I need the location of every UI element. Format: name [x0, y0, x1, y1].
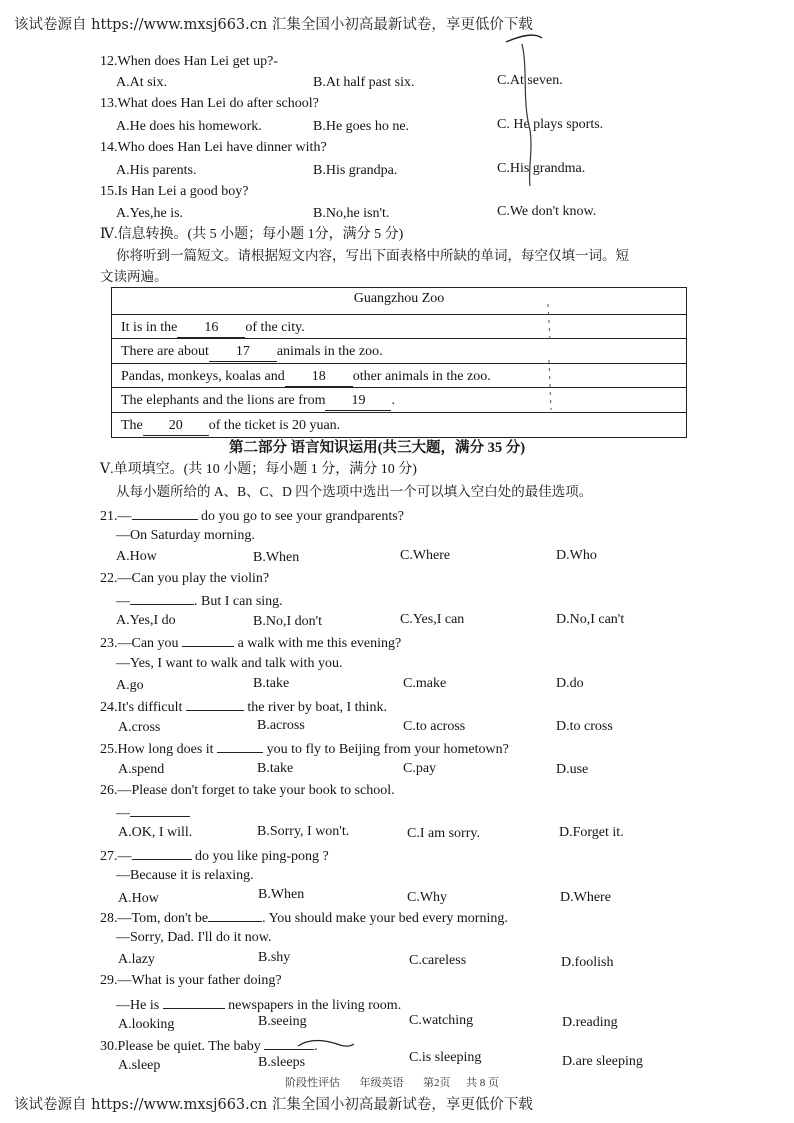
row-17-suffix: animals in the zoo.: [276, 344, 383, 359]
footer-assessment: 阶段性评估: [285, 1077, 340, 1089]
q22-blank: [130, 591, 194, 605]
q28-number: 28.—Tom, don't be: [100, 911, 209, 926]
q27-number: 27.—: [100, 849, 132, 864]
q23-option-b: B.take: [253, 676, 290, 691]
question-22: 22.—Can you play the violin?: [100, 571, 270, 586]
q27-option-c: C.Why: [407, 890, 448, 905]
q28-option-c: C.careless: [409, 953, 467, 968]
q29-option-a: A.looking: [118, 1017, 175, 1032]
q23-option-a: A.go: [116, 678, 144, 693]
q21-answer-line: —On Saturday morning.: [116, 528, 255, 543]
footer-subject: 年级英语: [359, 1077, 404, 1089]
section-4-instructions-2: 文读两遍。: [100, 269, 168, 284]
row-18-suffix: other animals in the zoo.: [352, 369, 491, 384]
q15-option-a: A.Yes,he is.: [116, 206, 184, 221]
question-21: [100, 506, 404, 526]
q24-number: 24.It's difficult: [100, 700, 183, 715]
q24-option-d: D.to cross: [556, 719, 613, 734]
q29-option-c: C.watching: [409, 1013, 474, 1028]
q14-option-a: A.His parents.: [116, 163, 197, 178]
q25-option-d: D.use: [556, 762, 589, 777]
q24-option-b: B.across: [257, 718, 305, 733]
bottom-watermark: 该试卷源自 https://www.mxsj663.cn 汇集全国小初高最新试卷，享更低价下载: [14, 1097, 533, 1113]
blank-19: 19: [325, 392, 391, 411]
q27-option-d: D.Where: [560, 890, 611, 905]
question-12: 12.When does Han Lei get up?-: [100, 54, 279, 69]
q13-option-c: C. He plays sports.: [497, 117, 604, 132]
question-28: [100, 908, 508, 928]
q30-option-b: B.sleeps: [258, 1055, 306, 1070]
question-30: [100, 1036, 318, 1056]
q27-option-b: B.When: [258, 887, 305, 902]
row-19-prefix: The elephants and the lions are from: [121, 393, 326, 408]
q21-text: do you go to see your grandparents?: [197, 509, 404, 524]
q30-number: 30.Please be quiet. The baby: [100, 1039, 261, 1054]
question-26: 26.—Please don't forget to take your book to school.: [100, 783, 395, 798]
q25-number: 25.How long does it: [100, 742, 214, 757]
q26-option-c: C.I am sorry.: [407, 826, 480, 841]
footer-page-total: 共 8 页: [466, 1077, 499, 1089]
q22-text: . But I can sing.: [194, 594, 283, 609]
q22-option-a: A.Yes,I do: [116, 613, 176, 628]
q29-blank: [163, 995, 225, 1009]
section-4-instructions: 你将听到一篇短文。请根据短文内容，写出下面表格中所缺的单词，每空仅填一词。短: [116, 248, 629, 263]
row-18-prefix: Pandas, monkeys, koalas and: [121, 369, 285, 384]
row-19-suffix: .: [391, 393, 395, 408]
q24-option-c: C.to across: [403, 719, 466, 734]
row-16-suffix: of the city.: [245, 320, 305, 335]
row-20-prefix: The: [121, 418, 143, 433]
top-watermark: 该试卷源自 https://www.mxsj663.cn 汇集全国小初高最新试卷，享更低价下载: [14, 17, 533, 33]
question-15: 15.Is Han Lei a good boy?: [100, 184, 249, 199]
q28-text: . You should make your bed every morning.: [262, 911, 508, 926]
q27-blank: [132, 846, 192, 860]
table-row: [112, 387, 686, 413]
q15-option-c: C.We don't know.: [497, 204, 597, 219]
q28-option-b: B.shy: [258, 950, 291, 965]
question-25: [100, 739, 509, 759]
q23-answer-line: —Yes, I want to walk and talk with you.: [116, 656, 343, 671]
q21-option-d: D.Who: [556, 548, 597, 563]
q21-option-a: A.How: [116, 549, 157, 564]
zoo-info-table: [111, 287, 687, 438]
q23-blank: [182, 633, 234, 647]
q27-answer-line: —Because it is relaxing.: [116, 868, 254, 883]
footer-page-number: 第2页: [423, 1077, 451, 1089]
q22-option-b: B.No,I don't: [253, 614, 323, 629]
q30-text: .: [314, 1039, 318, 1054]
table-row: [112, 412, 686, 438]
q26-response-line: —: [116, 803, 190, 823]
q12-option-a: A.At six.: [116, 75, 167, 90]
q24-blank: [186, 697, 244, 711]
q28-option-d: D.foolish: [561, 955, 614, 970]
q28-option-a: A.lazy: [118, 952, 155, 967]
page-footer: [285, 1074, 499, 1090]
q29-prefix: —He is: [116, 998, 160, 1013]
q23-option-d: D.do: [556, 676, 584, 691]
q14-option-c: C.His grandma.: [497, 161, 586, 176]
q24-text: the river by boat, I think.: [243, 700, 387, 715]
q25-option-a: A.spend: [118, 762, 165, 777]
question-29: 29.—What is your father doing?: [100, 973, 282, 988]
q29-response-line: [116, 995, 401, 1015]
question-23: [100, 633, 401, 653]
table-row: [112, 363, 686, 388]
table-row: [112, 314, 686, 339]
q30-option-a: A.sleep: [118, 1058, 161, 1073]
q29-option-b: B.seeing: [258, 1014, 307, 1029]
section-4-title: Ⅳ.信息转换。(共 5 小题；每小题 1分，满分 5 分): [100, 227, 404, 242]
q23-text: a walk with me this evening?: [234, 636, 402, 651]
q25-text: you to fly to Beijing from your hometown?: [263, 742, 509, 757]
q15-option-b: B.No,he isn't.: [313, 206, 390, 221]
q26-option-b: B.Sorry, I won't.: [257, 824, 350, 839]
blank-18: 18: [285, 368, 353, 387]
q29-text: newspapers in the living room.: [224, 998, 402, 1013]
row-20-suffix: of the ticket is 20 yuan.: [208, 418, 341, 433]
section-5-instructions: 从每小题所给的 A、B、C、D 四个选项中选出一个可以填入空白处的最佳选项。: [116, 484, 593, 499]
scan-mark: [540, 300, 560, 420]
q22-option-d: D.No,I can't: [556, 612, 625, 627]
q26-blank: [130, 803, 190, 817]
part-2-heading: 第二部分 语言知识运用(共三大题，满分 35 分): [229, 440, 526, 456]
row-17-prefix: There are about: [121, 344, 209, 359]
q24-option-a: A.cross: [118, 720, 161, 735]
q23-option-c: C.make: [403, 676, 447, 691]
question-27: [100, 846, 329, 866]
q13-option-a: A.He does his homework.: [116, 119, 262, 134]
question-14: 14.Who does Han Lei have dinner with?: [100, 140, 327, 155]
q30-option-c: C.is sleeping: [409, 1050, 482, 1065]
q21-number: 21.—: [100, 509, 132, 524]
q30-option-d: D.are sleeping: [562, 1054, 643, 1069]
question-13: 13.What does Han Lei do after school?: [100, 96, 319, 111]
q28-blank: [208, 908, 262, 922]
q12-option-b: B.At half past six.: [313, 75, 415, 90]
q29-option-d: D.reading: [562, 1015, 618, 1030]
q25-option-b: B.take: [257, 761, 294, 776]
q22-response-line: — . But I can sing.: [116, 591, 283, 611]
blank-20: 20: [143, 417, 209, 436]
q21-blank: [132, 506, 198, 520]
pen-scratch-mark: [500, 30, 560, 190]
q27-option-a: A.How: [118, 891, 159, 906]
q28-answer-line: —Sorry, Dad. I'll do it now.: [116, 930, 272, 945]
q25-blank: [217, 739, 263, 753]
q23-number: 23.—Can you: [100, 636, 179, 651]
q13-option-b: B.He goes ho ne.: [313, 119, 410, 134]
question-24: [100, 697, 387, 717]
handwritten-squiggle: [296, 1036, 356, 1052]
q27-text: do you like ping-pong ?: [191, 849, 329, 864]
q21-option-b: B.When: [253, 550, 300, 565]
q26-option-d: D.Forget it.: [559, 825, 624, 840]
blank-17: 17: [209, 343, 277, 362]
q22-option-c: C.Yes,I can: [400, 612, 465, 627]
zoo-table-title: Guangzhou Zoo: [353, 291, 445, 306]
section-5-title: Ⅴ.单项填空。(共 10 小题；每小题 1 分，满分 10 分): [100, 462, 417, 477]
blank-16: 16: [177, 319, 245, 338]
row-16-prefix: It is in the: [121, 320, 178, 335]
q12-option-c: C.At seven.: [497, 73, 563, 88]
q21-option-c: C.Where: [400, 548, 451, 563]
q25-option-c: C.pay: [403, 761, 437, 776]
q26-option-a: A.OK, I will.: [118, 825, 193, 840]
table-row: [112, 338, 686, 364]
q14-option-b: B.His grandpa.: [313, 163, 398, 178]
